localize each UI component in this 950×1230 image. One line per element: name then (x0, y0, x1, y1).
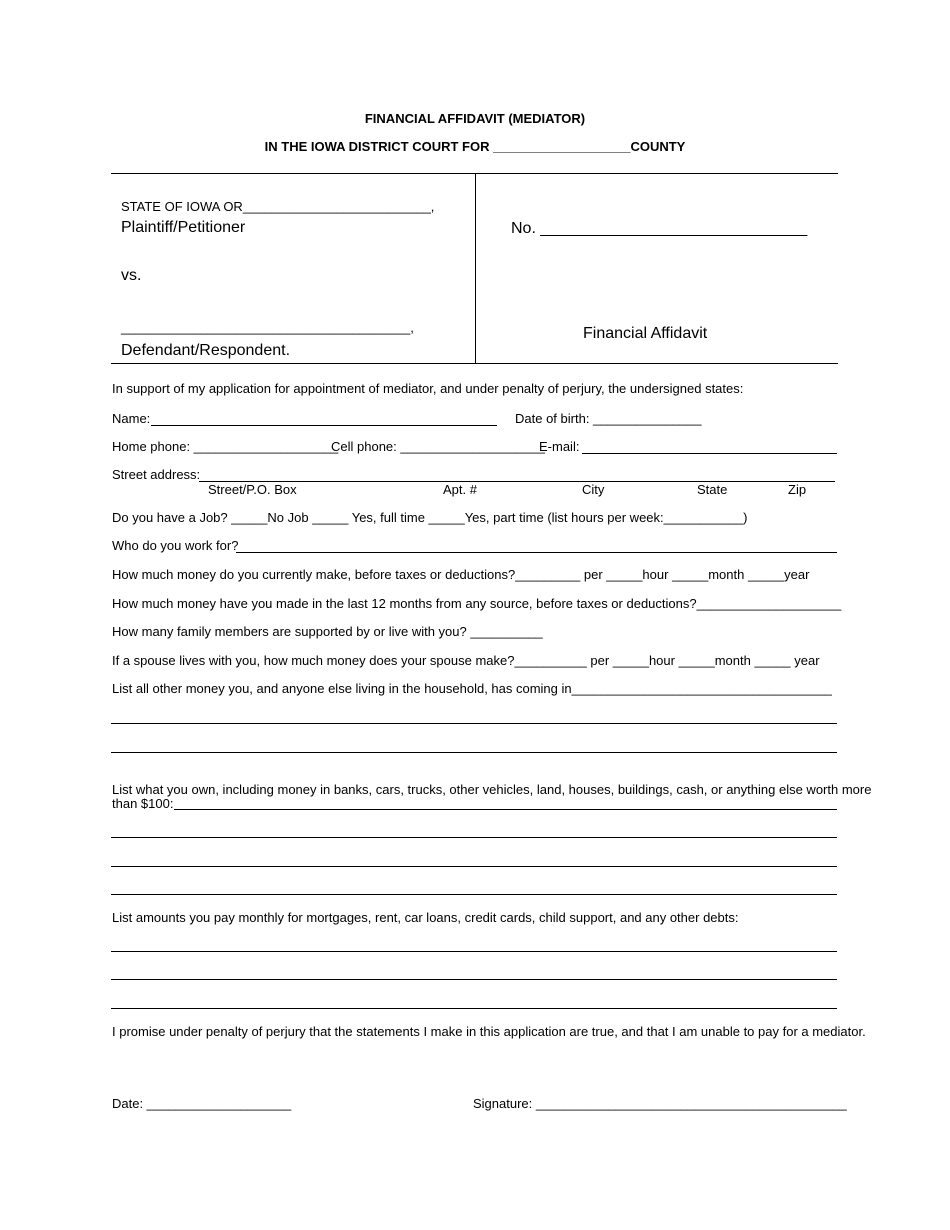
caption-divider (475, 173, 476, 363)
employer-label: Who do you work for? (112, 538, 239, 553)
assets-line-1[interactable] (174, 809, 837, 810)
income-12-months-question[interactable]: How much money have you made in the last 12 months from any source, before taxes or deductions?____________________ (112, 596, 842, 611)
plaintiff-label: Plaintiff/Petitioner (121, 219, 246, 236)
family-question[interactable]: How many family members are supported by or live with you? __________ (112, 624, 543, 639)
assets-line-2[interactable] (111, 837, 837, 838)
cell-phone-field[interactable]: Cell phone: ____________________ (331, 439, 545, 454)
employer-field[interactable] (236, 552, 837, 553)
street-sub-label: Street/P.O. Box (208, 482, 297, 497)
job-question[interactable]: Do you have a Job? _____No Job _____ Yes, full time _____Yes, part time (list hours per week:___________) (112, 510, 748, 525)
date-field[interactable]: Date: ____________________ (112, 1096, 292, 1111)
state-sub-label: State (697, 482, 728, 497)
income-question[interactable]: How much money do you currently make, before taxes or deductions?_________ per _____hour _____month _____year (112, 567, 810, 582)
home-phone-field[interactable]: Home phone: ____________________ (112, 439, 339, 454)
name-label: Name: (112, 411, 151, 426)
other-money-line-1[interactable] (111, 723, 837, 724)
debts-line-3[interactable] (111, 1008, 837, 1009)
city-sub-label: City (582, 482, 605, 497)
street-label: Street address: (112, 467, 201, 482)
document-title: Financial Affidavit (583, 325, 708, 342)
vs-label: vs. (121, 267, 142, 284)
debts-line-2[interactable] (111, 979, 837, 980)
certification-text: I promise under penalty of perjury that the statements I make in this application are true, and that I am unable to pay for a mediator. (112, 1024, 866, 1039)
zip-sub-label: Zip (788, 482, 807, 497)
court-line: IN THE IOWA DISTRICT COURT FOR ___________________COUNTY (264, 139, 686, 154)
intro-text: In support of my application for appointment of mediator, and under penalty of perjury, the undersigned states: (112, 381, 744, 396)
debts-line-1[interactable] (111, 951, 837, 952)
defendant-blank: ________________________________________, (121, 320, 414, 335)
caption-bottom-rule (111, 363, 838, 364)
assets-question: List what you own, including money in banks, cars, trucks, other vehicles, land, houses, buildings, cash, or anything else worth more (112, 782, 872, 797)
form-title: FINANCIAL AFFIDAVIT (MEDIATOR) (364, 111, 586, 126)
spouse-income-question[interactable]: If a spouse lives with you, how much money does your spouse make?__________ per _____hour _____month _____ year (112, 653, 820, 668)
email-field[interactable] (582, 453, 837, 454)
case-number: No. ______________________________ (511, 220, 808, 237)
dob-field[interactable]: Date of birth: _______________ (515, 411, 702, 426)
assets-question-cont: than $100: (112, 796, 174, 811)
assets-line-4[interactable] (111, 894, 837, 895)
debts-question: List amounts you pay monthly for mortgages, rent, car loans, credit cards, child support, and any other debts: (112, 910, 739, 925)
defendant-label: Defendant/Respondent. (121, 342, 291, 359)
name-field[interactable] (151, 425, 497, 426)
other-money-question[interactable]: List all other money you, and anyone else living in the household, has coming in____________________________________ (112, 681, 832, 696)
state-line: STATE OF IOWA OR__________________________, (121, 199, 435, 214)
apt-sub-label: Apt. # (443, 482, 477, 497)
other-money-line-2[interactable] (111, 752, 837, 753)
assets-line-3[interactable] (111, 866, 837, 867)
signature-field[interactable]: Signature: ___________________________________________ (473, 1096, 847, 1111)
email-label: E-mail: (539, 439, 580, 454)
